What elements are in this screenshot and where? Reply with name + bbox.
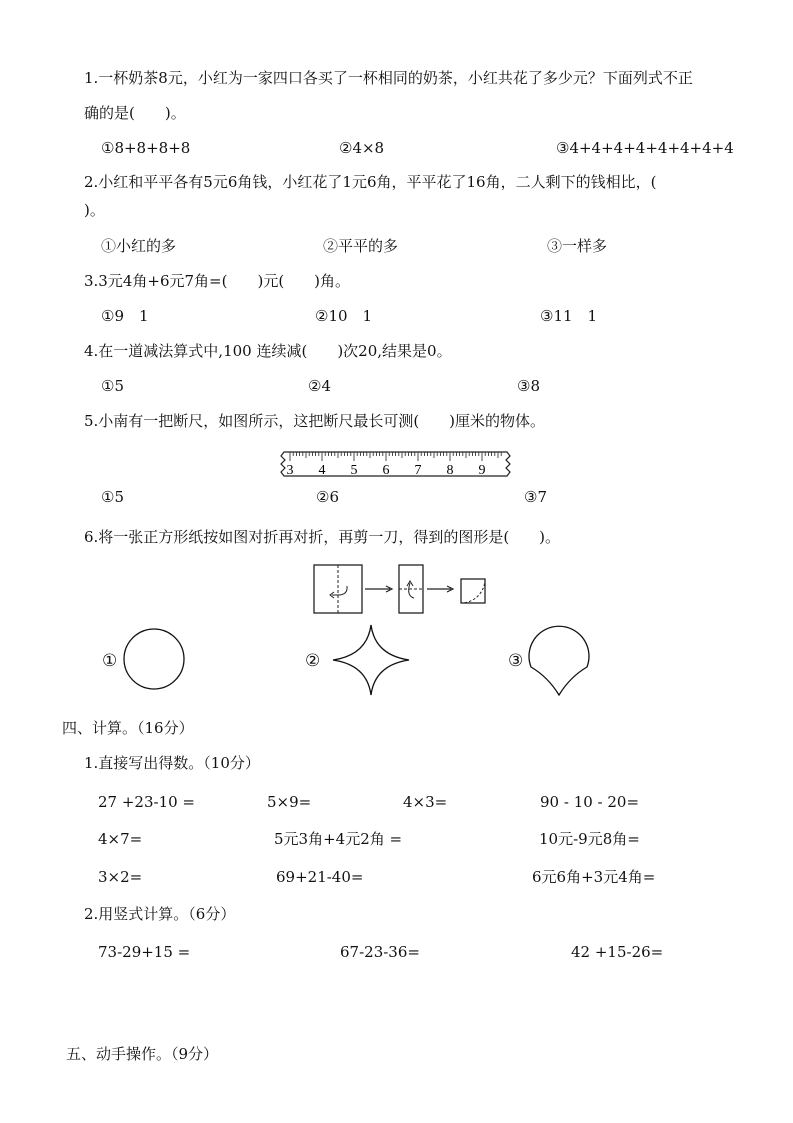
ruler-number: 7	[414, 463, 422, 478]
q2-stem-line1: 2.小红和平平各有5元6角钱，小红花了1元6角，平平花了16角，二人剩下的钱相比，(	[84, 173, 657, 191]
q6-stem: 6.将一张正方形纸按如图对折再对折，再剪一刀，得到的图形是( )。	[84, 528, 561, 546]
q6-option-1-circle	[122, 627, 186, 691]
q1-stem-line1: 1.一杯奶茶8元，小红为一家四口各买了一杯相同的奶茶，小红共花了多少元？下面列式不正	[84, 69, 693, 87]
q6-option-3-label: ③	[508, 651, 524, 671]
ruler-number: 8	[446, 463, 454, 478]
q6-option-3-shell	[526, 625, 592, 697]
paper-folding-figure	[310, 562, 490, 616]
calc-2-3: 10元-9元8角=	[539, 830, 640, 848]
q3-option-2: ②10 1	[315, 307, 373, 325]
ruler-number: 3	[286, 463, 294, 478]
calc-1-1: 27 +23-10 =	[98, 793, 196, 811]
calc-1-3: 4×3=	[403, 793, 448, 811]
broken-ruler-figure	[278, 449, 514, 479]
q3-stem: 3.3元4角+6元7角=( )元( )角。	[84, 272, 351, 290]
q3-option-1: ①9 1	[101, 307, 149, 325]
vertical-calc-1: 73-29+15 =	[98, 943, 191, 961]
q2-option-1: ①小红的多	[101, 237, 177, 255]
q2-option-2: ②平平的多	[323, 237, 399, 255]
section-4-title: 四、计算。（16分）	[62, 719, 194, 737]
q4-option-3: ③8	[517, 377, 540, 395]
calc-3-3: 6元6角+3元4角=	[532, 868, 656, 886]
q5-stem: 5.小南有一把断尺，如图所示，这把断尺最长可测( )厘米的物体。	[84, 412, 546, 430]
calc-2-2: 5元3角+4元2角 =	[274, 830, 403, 848]
ruler-number: 5	[350, 463, 358, 478]
ruler-number: 4	[318, 463, 326, 478]
q1-option-2: ②4×8	[339, 139, 385, 157]
q4-option-1: ①5	[101, 377, 124, 395]
q6-option-1-label: ①	[102, 651, 118, 671]
ruler-number: 9	[478, 463, 486, 478]
q1-option-1: ①8+8+8+8	[101, 139, 191, 157]
q5-option-2: ②6	[316, 488, 339, 506]
q2-stem-line2: )。	[84, 201, 105, 219]
q4-option-2: ②4	[308, 377, 331, 395]
section-4-part1-title: 1.直接写出得数。（10分）	[84, 754, 260, 772]
q3-option-3: ③11 1	[540, 307, 598, 325]
q2-option-3: ③一样多	[547, 237, 608, 255]
q6-option-2-star	[331, 624, 411, 696]
q5-option-3: ③7	[524, 488, 547, 506]
calc-2-1: 4×7=	[98, 830, 143, 848]
calc-1-2: 5×9=	[267, 793, 312, 811]
q1-option-3: ③4+4+4+4+4+4+4+4	[556, 139, 734, 157]
q5-option-1: ①5	[101, 488, 124, 506]
vertical-calc-2: 67-23-36=	[340, 943, 420, 961]
calc-3-2: 69+21-40=	[276, 868, 364, 886]
q1-stem-line2: 确的是( )。	[84, 104, 186, 122]
section-4-part2-title: 2.用竖式计算。（6分）	[84, 905, 236, 923]
section-5-title: 五、动手操作。（9分）	[66, 1045, 219, 1063]
calc-1-4: 90 - 10 - 20=	[540, 793, 640, 811]
calc-3-1: 3×2=	[98, 868, 143, 886]
vertical-calc-3: 42 +15-26=	[571, 943, 664, 961]
q6-option-2-label: ②	[305, 651, 321, 671]
ruler-number: 6	[382, 463, 390, 478]
q4-stem: 4.在一道减法算式中,100 连续减( )次20,结果是0。	[84, 342, 452, 360]
